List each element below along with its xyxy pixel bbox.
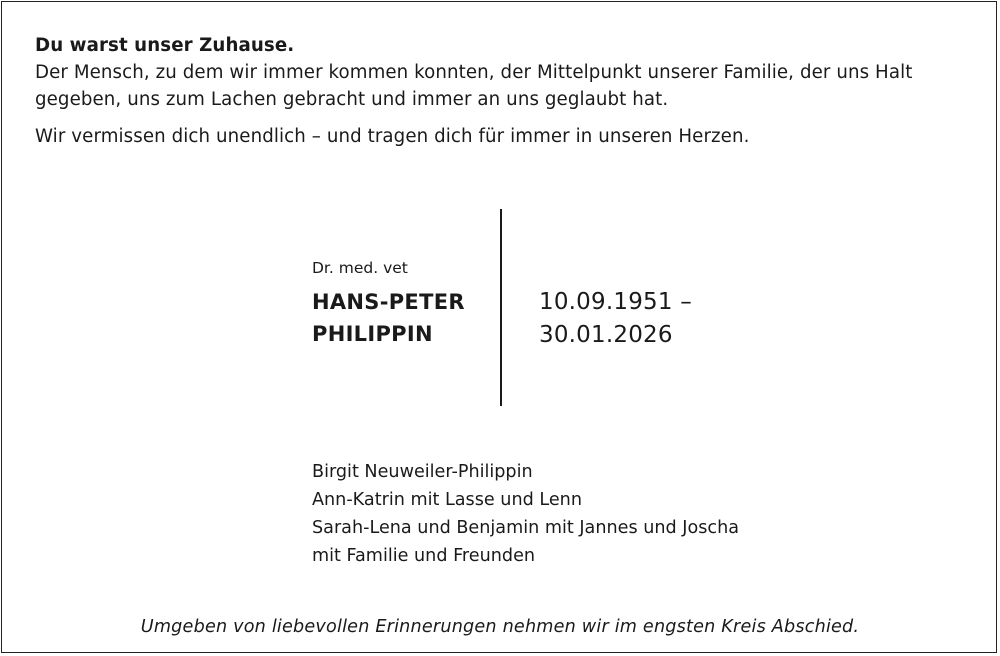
intro-paragraph-2: Wir vermissen dich unendlich – und tragen dich für immer in unseren Herzen. <box>35 126 750 147</box>
mourner-line: Ann-Katrin mit Lasse und Lenn <box>312 490 582 510</box>
intro-headline: Du warst unser Zuhause. <box>35 35 295 56</box>
intro-text <box>35 32 965 150</box>
intro-body: Der Mensch, zu dem wir immer kommen konnten, der Mittelpunkt unserer Familie, der uns Halt gegeben, uns zum Lachen gebracht und immer an uns geglaubt hat. <box>35 62 913 110</box>
mourners-list <box>312 458 739 570</box>
last-name: PHILIPPIN <box>312 322 433 346</box>
obituary-notice <box>1 1 997 653</box>
birth-date: 10.09.1951 – <box>539 289 692 315</box>
deceased-name <box>312 286 465 350</box>
mourner-line: mit Familie und Freunden <box>312 546 536 566</box>
intro-paragraph-1 <box>35 32 965 113</box>
death-date: 30.01.2026 <box>539 322 673 348</box>
first-name: HANS-PETER <box>312 290 465 314</box>
mourner-line: Birgit Neuweiler-Philippin <box>312 462 533 482</box>
vertical-divider <box>500 209 502 406</box>
mourner-line: Sarah-Lena und Benjamin mit Jannes und Joscha <box>312 518 740 538</box>
farewell-note: Umgeben von liebevollen Erinnerungen nehmen wir im engsten Kreis Abschied. <box>140 617 860 637</box>
academic-title: Dr. med. vet <box>312 259 408 277</box>
life-dates <box>539 286 692 352</box>
